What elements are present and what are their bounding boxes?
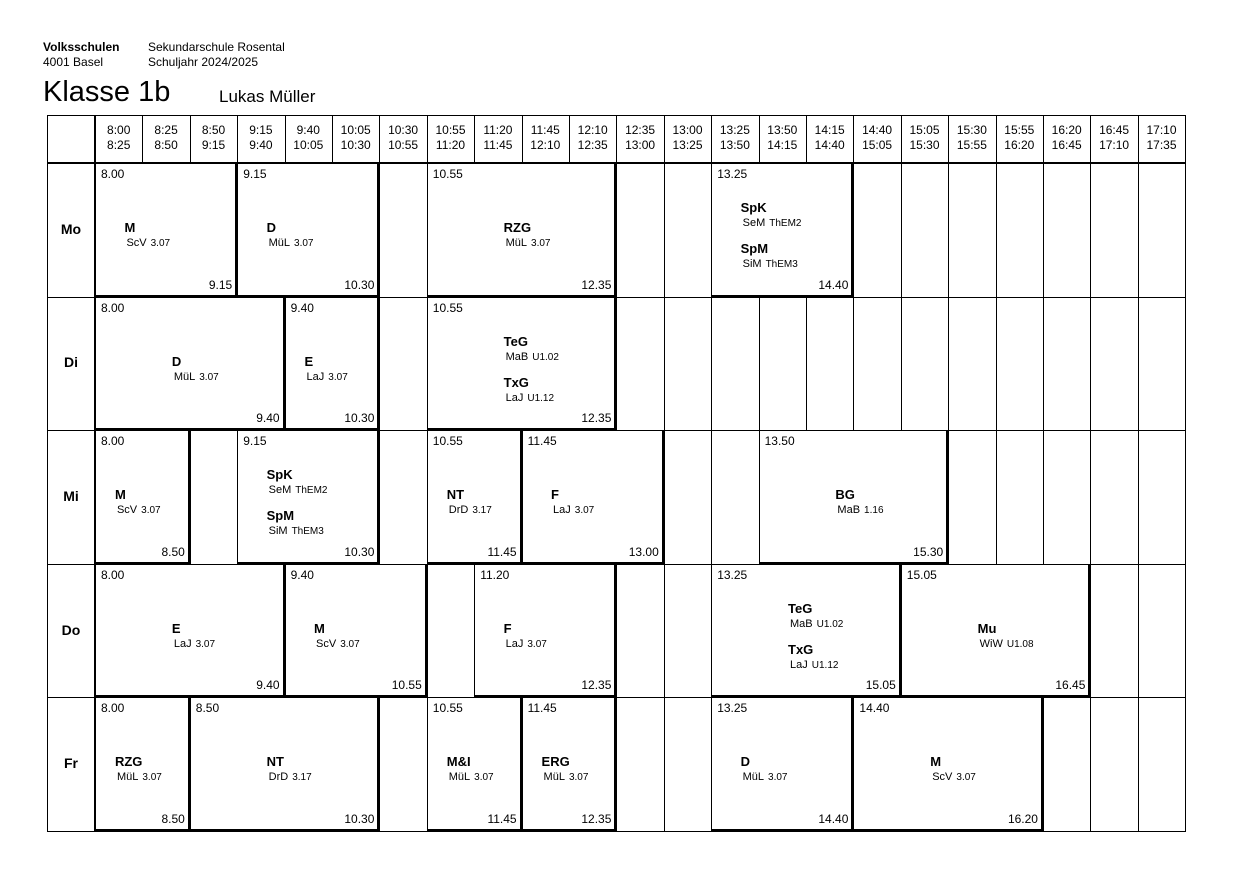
time-slot-header xyxy=(948,123,995,153)
teacher-code: MüL xyxy=(268,237,291,249)
subject-entry xyxy=(305,354,348,385)
slot-start-time: 8:00 xyxy=(107,123,131,137)
subject-entry xyxy=(741,754,788,785)
lesson-block[interactable] xyxy=(285,564,427,698)
time-slot-header xyxy=(759,123,806,153)
teacher-code: SeM xyxy=(742,217,766,229)
slot-start-time: 11:20 xyxy=(483,123,513,137)
lesson-end-time: 15.05 xyxy=(865,678,896,693)
lesson-block[interactable] xyxy=(427,297,617,431)
subject-detail xyxy=(743,770,788,785)
subject-name: M&I xyxy=(446,754,471,770)
lesson-block[interactable] xyxy=(474,564,616,698)
lesson-block[interactable] xyxy=(427,163,617,297)
lesson-block[interactable] xyxy=(95,430,190,564)
subject-name: SpM xyxy=(266,508,295,524)
slot-end-time: 10:55 xyxy=(388,138,419,152)
time-slot-header xyxy=(379,123,426,153)
lesson-start-time: 9.15 xyxy=(243,167,267,181)
time-slot-header xyxy=(474,123,521,153)
time-slot-header xyxy=(616,123,663,153)
slot-end-time: 9:15 xyxy=(201,138,226,152)
slot-end-time: 11:20 xyxy=(435,138,466,152)
room-number: 3.07 xyxy=(141,505,161,517)
teacher-code: ScV xyxy=(126,237,147,249)
org-city: 4001 Basel xyxy=(43,55,104,69)
time-slot-header xyxy=(332,123,379,153)
teacher-code: MaB xyxy=(790,617,813,630)
subject-entry xyxy=(314,621,360,652)
lesson-start-time: 9.40 xyxy=(290,567,314,582)
teacher-code: DrD xyxy=(448,504,469,517)
slot-end-time: 16:45 xyxy=(1051,138,1082,152)
lesson-block[interactable] xyxy=(285,297,380,431)
slot-start-time: 17:10 xyxy=(1146,123,1177,137)
teacher-code: MüL xyxy=(448,771,471,784)
room-number: U1.02 xyxy=(532,351,559,363)
teacher-code: LaJ xyxy=(505,637,524,650)
lesson-start-time: 13.50 xyxy=(764,434,795,449)
subject-name: TeG xyxy=(503,333,528,349)
slot-end-time: 15:30 xyxy=(909,138,940,152)
teacher-code: LaJ xyxy=(505,391,524,404)
lesson-block[interactable] xyxy=(522,430,664,564)
lesson-start-time: 11.45 xyxy=(527,434,557,449)
room-number: U1.08 xyxy=(1006,638,1034,650)
room-number: U1.02 xyxy=(816,618,844,630)
teacher-code: ScV xyxy=(316,637,337,650)
subject-name: TxG xyxy=(503,374,529,390)
subject-entry xyxy=(267,220,314,251)
time-slot-header xyxy=(142,123,189,153)
grid-line xyxy=(1185,115,1186,831)
grid-line xyxy=(664,115,665,831)
slot-start-time: 13:25 xyxy=(719,123,750,137)
subject-name: NT xyxy=(446,487,465,503)
subject-detail xyxy=(790,658,838,673)
slot-end-time: 10:30 xyxy=(340,138,371,152)
lesson-block[interactable] xyxy=(901,564,1091,698)
lesson-end-time: 10.30 xyxy=(344,811,375,826)
subject-name: M xyxy=(124,220,136,235)
slot-start-time: 13:00 xyxy=(672,123,703,137)
subject-detail xyxy=(790,617,843,632)
subject-name: RZG xyxy=(503,220,532,235)
time-slot-header xyxy=(190,123,237,153)
slot-start-time: 15:05 xyxy=(909,123,940,137)
lesson-end-time: 9.40 xyxy=(256,678,280,693)
subject-name: E xyxy=(171,620,181,636)
subject-detail xyxy=(269,524,324,539)
day-label: Mi xyxy=(63,488,79,504)
room-number: U1.12 xyxy=(811,659,839,671)
lesson-start-time: 10.55 xyxy=(432,701,463,716)
subject-entry xyxy=(835,487,883,518)
room-number: U1.12 xyxy=(527,392,555,404)
teacher-code: SiM xyxy=(742,258,762,270)
day-label: Mo xyxy=(60,220,82,237)
subject-entry xyxy=(172,621,215,652)
day-label: Fr xyxy=(64,755,78,772)
teacher-code: LaJ xyxy=(790,658,808,671)
subject-detail xyxy=(506,391,554,406)
subject-detail xyxy=(126,236,170,251)
subject-detail xyxy=(506,236,551,251)
lesson-block[interactable] xyxy=(427,430,522,564)
lesson-end-time: 16.45 xyxy=(1055,678,1086,693)
time-slot-header xyxy=(1043,123,1090,153)
grid-line xyxy=(1090,115,1091,831)
lesson-start-time: 10.55 xyxy=(432,434,463,449)
lesson-end-time: 12.35 xyxy=(581,678,612,693)
room-number: 3.07 xyxy=(474,772,494,784)
teacher-code: LaJ xyxy=(553,504,571,517)
day-label: Do xyxy=(61,621,81,638)
time-slot-header xyxy=(569,123,616,153)
subject-entry xyxy=(504,334,559,365)
lesson-start-time: 8.00 xyxy=(101,167,125,181)
teacher-code: LaJ xyxy=(173,637,192,650)
slot-end-time: 10:05 xyxy=(293,138,324,152)
slot-end-time: 13:00 xyxy=(625,138,656,152)
slot-start-time: 11:45 xyxy=(530,123,560,137)
room-number: 3.07 xyxy=(199,371,219,383)
slot-end-time: 14:40 xyxy=(814,138,845,152)
subject-entry xyxy=(741,200,802,231)
slot-end-time: 11:45 xyxy=(483,138,513,152)
slot-end-time: 12:10 xyxy=(530,138,561,152)
subject-entry xyxy=(447,487,492,518)
slot-start-time: 15:55 xyxy=(1004,123,1035,137)
teacher-code: MüL xyxy=(173,370,196,383)
subject-detail xyxy=(117,503,161,518)
lesson-end-time: 10.30 xyxy=(344,544,375,559)
subject-detail xyxy=(743,216,802,231)
slot-start-time: 10:55 xyxy=(435,123,466,137)
room-number: 3.07 xyxy=(568,772,589,784)
room-number: 3.07 xyxy=(340,638,360,650)
subject-entry xyxy=(542,754,589,785)
lesson-end-time: 15.30 xyxy=(913,544,944,559)
subject-name: NT xyxy=(266,754,284,770)
subject-entry xyxy=(788,601,843,632)
slot-start-time: 12:35 xyxy=(625,123,656,137)
slot-start-time: 8:25 xyxy=(154,123,178,137)
subject-entry xyxy=(115,487,161,518)
lesson-end-time: 8.50 xyxy=(161,811,185,826)
lesson-start-time: 10.55 xyxy=(432,300,463,315)
lesson-block[interactable] xyxy=(522,697,617,831)
slot-end-time: 8:25 xyxy=(107,138,131,152)
slot-end-time: 12:35 xyxy=(577,138,608,152)
subject-name: SpK xyxy=(740,200,767,215)
teacher-code: MaB xyxy=(505,350,529,363)
teacher-code: DrD xyxy=(268,771,289,784)
lesson-end-time: 10.30 xyxy=(344,411,375,426)
slot-end-time: 15:55 xyxy=(956,138,987,152)
teacher-code: ScV xyxy=(932,771,953,784)
subject-detail xyxy=(269,483,328,498)
teacher-code: MüL xyxy=(543,771,565,784)
time-slot-header xyxy=(427,123,474,153)
subject-name: F xyxy=(503,620,512,636)
room-number: ThEM2 xyxy=(769,218,802,229)
room-number: 3.07 xyxy=(768,772,788,784)
lesson-start-time: 13.25 xyxy=(717,567,748,582)
slot-end-time: 17:10 xyxy=(1099,138,1130,152)
lesson-start-time: 8.50 xyxy=(195,701,220,716)
subject-detail xyxy=(269,770,312,785)
slot-start-time: 15:30 xyxy=(956,123,987,137)
subject-name: BG xyxy=(835,487,855,503)
slot-start-time: 12:10 xyxy=(577,123,608,137)
lesson-end-time: 8.50 xyxy=(161,544,185,559)
lesson-start-time: 9.40 xyxy=(290,300,314,315)
subject-detail xyxy=(174,370,219,385)
lesson-end-time: 14.40 xyxy=(818,811,849,826)
slot-end-time: 8:50 xyxy=(154,138,178,152)
subject-name: TeG xyxy=(788,600,813,616)
lesson-block[interactable] xyxy=(237,163,379,297)
subject-detail xyxy=(544,770,589,785)
grid-line xyxy=(47,831,1186,832)
subject-entry xyxy=(267,508,324,539)
time-slot-header xyxy=(664,123,711,153)
school-year: Schuljahr 2024/2025 xyxy=(148,55,259,69)
lesson-end-time: 10.30 xyxy=(344,277,375,292)
subject-detail xyxy=(316,637,360,652)
subject-entry xyxy=(930,754,976,785)
lesson-block[interactable] xyxy=(237,430,379,564)
subject-detail xyxy=(506,637,547,652)
time-slot-header xyxy=(853,123,900,153)
subject-detail xyxy=(553,503,594,518)
subject-detail xyxy=(449,770,494,785)
room-number: 3.07 xyxy=(195,638,216,650)
teacher-code: MaB xyxy=(837,504,861,517)
lesson-block[interactable] xyxy=(95,564,285,698)
lesson-end-time: 16.20 xyxy=(1007,811,1038,826)
subject-entry xyxy=(788,642,838,673)
slot-end-time: 15:05 xyxy=(862,138,893,152)
lesson-start-time: 10.55 xyxy=(432,167,463,181)
teacher-code: MüL xyxy=(116,771,139,784)
lesson-start-time: 11.20 xyxy=(480,567,510,582)
subject-name: D xyxy=(171,353,182,369)
subject-name: M xyxy=(314,620,325,636)
subject-name: E xyxy=(304,353,314,369)
school-name: Sekundarschule Rosental xyxy=(148,40,285,54)
subject-detail xyxy=(506,350,559,365)
subject-entry xyxy=(172,354,219,385)
room-number: 3.07 xyxy=(527,638,547,650)
lesson-block[interactable] xyxy=(711,564,901,698)
subject-name: SpM xyxy=(740,241,769,256)
grid-line xyxy=(1043,115,1044,831)
lesson-block[interactable] xyxy=(853,697,1043,831)
subject-entry xyxy=(504,375,554,406)
slot-end-time: 13:25 xyxy=(672,138,703,152)
room-number: 3.07 xyxy=(574,505,595,517)
subject-entry xyxy=(267,467,328,498)
teacher-code: MüL xyxy=(505,237,528,249)
lesson-start-time: 13.25 xyxy=(717,701,748,716)
slot-start-time: 9:15 xyxy=(249,123,273,137)
subject-detail xyxy=(932,770,976,785)
slot-start-time: 10:30 xyxy=(388,123,419,137)
lesson-start-time: 13.25 xyxy=(717,167,748,181)
grid-line xyxy=(1138,115,1139,831)
teacher-code: WiW xyxy=(979,637,1003,650)
slot-start-time: 14:15 xyxy=(814,123,845,137)
subject-name: TxG xyxy=(788,641,814,657)
teacher-code: MüL xyxy=(742,771,765,784)
slot-start-time: 8:50 xyxy=(201,123,226,137)
lesson-start-time: 14.40 xyxy=(859,701,890,716)
subject-entry xyxy=(978,621,1034,652)
lesson-end-time: 12.35 xyxy=(581,411,612,426)
slot-end-time: 14:15 xyxy=(767,138,798,152)
subject-name: F xyxy=(551,487,559,503)
slot-start-time: 16:45 xyxy=(1099,123,1130,137)
time-slot-header xyxy=(522,123,569,153)
subject-entry xyxy=(504,621,547,652)
teacher-code: LaJ xyxy=(306,370,325,383)
subject-name: Mu xyxy=(977,620,997,636)
subject-name: D xyxy=(266,220,277,235)
subject-detail xyxy=(117,770,162,785)
subject-name: M xyxy=(114,487,126,503)
lesson-end-time: 10.55 xyxy=(391,678,422,693)
subject-detail xyxy=(269,236,314,251)
slot-start-time: 14:40 xyxy=(862,123,893,137)
subject-detail xyxy=(307,370,348,385)
time-slot-header xyxy=(1090,123,1137,153)
room-number: 3.17 xyxy=(472,505,492,517)
slot-start-time: 10:05 xyxy=(340,123,371,137)
time-slot-header xyxy=(1138,123,1185,153)
time-slot-header xyxy=(95,123,142,153)
room-number: 3.07 xyxy=(531,238,551,249)
lesson-end-time: 11.45 xyxy=(487,544,517,559)
lesson-block[interactable] xyxy=(95,697,190,831)
lesson-block[interactable] xyxy=(95,163,237,297)
room-number: ThEM2 xyxy=(295,485,328,497)
lesson-end-time: 9.15 xyxy=(208,277,233,292)
subject-entry xyxy=(551,487,594,518)
slot-start-time: 9:40 xyxy=(296,123,320,137)
class-title: Klasse 1b xyxy=(43,76,171,108)
lesson-end-time: 14.40 xyxy=(818,277,849,292)
time-slot-header xyxy=(711,123,758,153)
teacher-code: SiM xyxy=(268,525,288,538)
day-label: Di xyxy=(64,354,78,371)
subject-detail xyxy=(743,257,798,272)
lesson-end-time: 11.45 xyxy=(487,811,517,826)
subject-name: D xyxy=(740,754,751,770)
subject-detail xyxy=(837,503,883,518)
subject-detail xyxy=(174,637,215,652)
lesson-end-time: 9.40 xyxy=(256,411,280,426)
slot-end-time: 16:20 xyxy=(1004,138,1035,152)
room-number: 3.07 xyxy=(294,238,314,249)
lesson-block[interactable] xyxy=(711,163,853,297)
lesson-end-time: 12.35 xyxy=(581,277,612,292)
time-slot-header xyxy=(996,123,1043,153)
subject-name: RZG xyxy=(114,754,143,770)
lesson-start-time: 11.45 xyxy=(527,701,557,716)
lesson-start-time: 8.00 xyxy=(101,434,125,449)
lesson-block[interactable] xyxy=(427,697,522,831)
lesson-block[interactable] xyxy=(190,697,380,831)
subject-entry xyxy=(447,754,494,785)
lesson-end-time: 12.35 xyxy=(581,811,612,826)
time-slot-header xyxy=(901,123,948,153)
time-slot-header xyxy=(285,123,332,153)
subject-entry xyxy=(267,754,312,785)
lesson-block[interactable] xyxy=(95,297,285,431)
lesson-start-time: 8.00 xyxy=(101,567,125,582)
time-slot-header xyxy=(806,123,853,153)
lesson-start-time: 8.00 xyxy=(101,300,125,315)
slot-end-time: 9:40 xyxy=(249,138,273,152)
subject-entry xyxy=(504,220,551,251)
lesson-end-time: 13.00 xyxy=(628,544,659,559)
lesson-start-time: 8.00 xyxy=(101,701,125,716)
subject-entry xyxy=(124,220,170,251)
subject-entry xyxy=(741,241,798,272)
slot-start-time: 16:20 xyxy=(1051,123,1082,137)
room-number: 3.07 xyxy=(956,772,976,784)
lesson-block[interactable] xyxy=(711,697,853,831)
slot-end-time: 17:35 xyxy=(1146,138,1177,152)
org-name: Volksschulen xyxy=(43,40,120,54)
lesson-start-time: 9.15 xyxy=(243,434,267,449)
lesson-start-time: 15.05 xyxy=(906,567,937,582)
room-number: ThEM3 xyxy=(291,526,324,538)
slot-start-time: 13:50 xyxy=(767,123,798,137)
slot-end-time: 13:50 xyxy=(719,138,750,152)
room-number: 3.07 xyxy=(328,371,348,383)
room-number: 3.07 xyxy=(150,238,171,249)
teacher-code: ScV xyxy=(116,504,138,517)
teacher-code: SeM xyxy=(268,484,292,497)
room-number: 3.17 xyxy=(292,772,312,784)
subject-name: ERG xyxy=(541,754,570,770)
room-number: 1.16 xyxy=(864,505,884,517)
room-number: ThEM3 xyxy=(765,259,798,270)
subject-detail xyxy=(449,503,492,518)
subject-name: M xyxy=(930,754,942,770)
subject-name: SpK xyxy=(266,467,293,483)
lesson-block[interactable] xyxy=(759,430,949,564)
time-slot-header xyxy=(237,123,284,153)
student-name: Lukas Müller xyxy=(219,87,316,106)
subject-entry xyxy=(115,754,162,785)
subject-detail xyxy=(980,637,1034,652)
room-number: 3.07 xyxy=(142,772,162,784)
